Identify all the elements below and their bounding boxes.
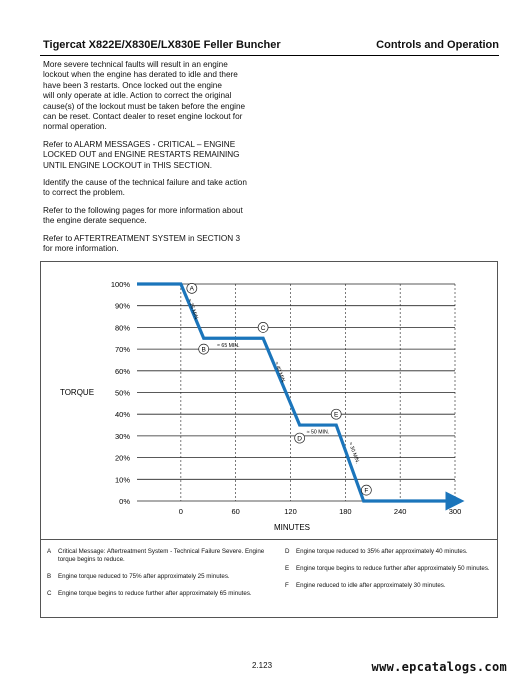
duration-annotation: ≈ 40 MIN. (272, 361, 287, 385)
x-axis-label: MINUTES (274, 523, 310, 532)
y-tick-label: 70% (114, 345, 130, 355)
figure-caption (40, 540, 498, 618)
y-tick-label: 90% (114, 301, 130, 311)
x-tick-label: 300 (448, 507, 462, 516)
header-divider (40, 55, 499, 56)
caption-right-column (285, 548, 491, 599)
point-label-b: B (201, 346, 206, 354)
derate-chart-figure (40, 261, 498, 540)
y-tick-label: 50% (114, 388, 130, 398)
paragraph-lockout: More severe technical faults will result in an engine lockout when the engine has derated to idle and there have been 3 restarts. Once locked out the engine will only operate at idle. Action to correct the original cause(s) of the lockout must be taken before the engine can be reset. Contact dealer to reset engine lockout for normal operation. (43, 60, 246, 132)
watermark: www.epcatalogs.com (371, 660, 507, 674)
y-tick-label: 10% (114, 475, 130, 485)
paragraph-identify: Identify the cause of the technical failure and take action to correct the problem. (43, 178, 247, 198)
x-tick-label: 0 (178, 507, 183, 516)
paragraph-aftertreatment-ref: Refer to AFTERTREATMENT SYSTEM in SECTION 3 for more information. (43, 233, 240, 254)
x-tick-label: 60 (231, 507, 240, 516)
x-tick-label: 240 (393, 507, 407, 516)
caption-item-d: D Engine torque reduced to 35% after approximately 40 minutes. (285, 548, 468, 555)
caption-item-f: F Engine reduced to idle after approximately 30 minutes. (285, 582, 446, 589)
y-tick-label: 20% (114, 453, 130, 463)
duration-annotation: ≈ 25 MIN. (186, 298, 200, 322)
y-tick-label: 60% (114, 366, 130, 376)
point-label-a: A (189, 285, 194, 293)
section-title: Controls and Operation (376, 39, 499, 51)
x-tick-label: 120 (284, 507, 297, 516)
document-title: Tigercat X822E/X830E/LX830E Feller Buncher (43, 39, 281, 51)
body-text (43, 60, 273, 262)
page-number: 2.123 (252, 661, 273, 670)
caption-item-b: B Engine torque reduced to 75% after approximately 25 minutes. (47, 573, 230, 580)
y-tick-label: 0% (119, 497, 130, 506)
caption-left-column (47, 548, 269, 607)
caption-item-e: E Engine torque begins to reduce further after approximately 50 minutes. (285, 565, 490, 572)
y-axis-label: TORQUE (59, 388, 95, 397)
duration-annotation: ≈ 65 MIN. (217, 342, 240, 349)
point-label-c: C (260, 324, 266, 332)
y-tick-label: 100% (110, 280, 130, 289)
derate-chart (41, 262, 499, 541)
x-tick-label: 180 (339, 507, 352, 516)
point-label-e: E (334, 411, 339, 419)
y-tick-label: 80% (114, 323, 130, 333)
y-tick-label: 40% (114, 410, 130, 420)
duration-annotation: ≈ 30 MIN. (346, 441, 361, 465)
caption-item-a: A Critical Message: Aftertreatment System - Technical Failure Severe. Engine torque begins to reduce. (47, 548, 265, 563)
point-label-f: F (364, 487, 369, 495)
paragraph-alarm-ref: Refer to ALARM MESSAGES - CRITICAL – ENGINE LOCKED OUT and ENGINE RESTARTS REMAINING UNTIL ENGINE LOCKOUT in THIS SECTION. (43, 139, 240, 170)
paragraph-derate-ref: Refer to the following pages for more information about the engine derate sequence. (43, 205, 243, 226)
point-label-d: D (297, 435, 303, 443)
caption-item-c: C Engine torque begins to reduce further after approximately 65 minutes. (47, 590, 252, 597)
y-tick-label: 30% (114, 431, 130, 441)
duration-annotation: ≈ 50 MIN. (306, 429, 330, 436)
